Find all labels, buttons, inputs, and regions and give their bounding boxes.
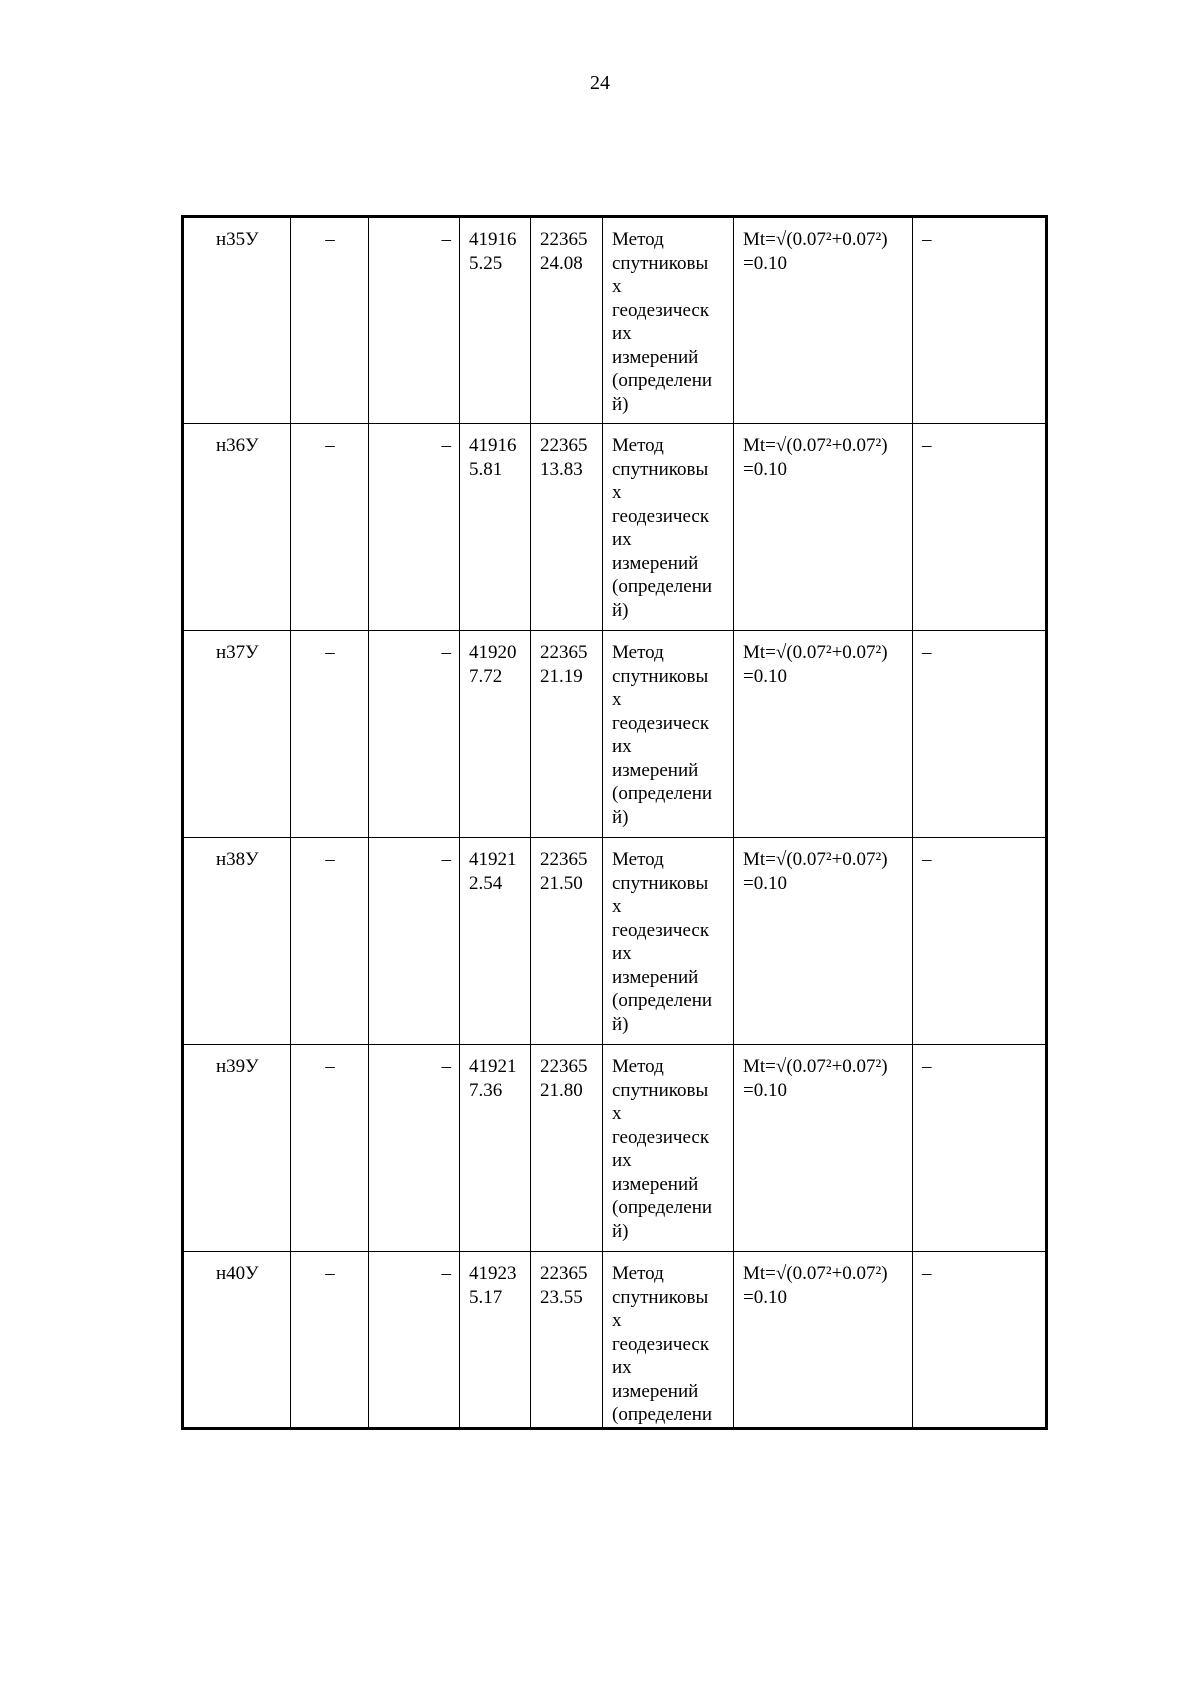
empty-dash-cell: – xyxy=(291,631,369,838)
method-line: й) xyxy=(612,393,629,415)
method-cell xyxy=(603,1045,734,1252)
method-line: спутниковы xyxy=(612,252,709,274)
formula-line: Mt=√(0.07²+0.07²) xyxy=(743,435,888,456)
method-line: их xyxy=(612,943,632,964)
method-line: х xyxy=(612,1103,622,1124)
accuracy-formula-cell xyxy=(734,1252,913,1429)
method-line: Метод xyxy=(612,642,664,663)
empty-dash-cell: – xyxy=(913,1045,1047,1252)
accuracy-formula-cell xyxy=(734,1045,913,1252)
empty-dash-cell: – xyxy=(291,1045,369,1252)
empty-dash-cell: – xyxy=(369,1045,460,1252)
method-line: Метод xyxy=(612,1056,664,1077)
method-line: Метод xyxy=(612,1263,664,1284)
accuracy-formula-cell xyxy=(734,631,913,838)
method-line: (определени xyxy=(612,1404,713,1425)
method-line: х xyxy=(612,482,622,503)
formula-line: =0.10 xyxy=(743,872,787,894)
point-name-cell: н36У xyxy=(183,424,291,631)
table-row xyxy=(183,838,1047,1045)
method-line: их xyxy=(612,1357,632,1378)
method-line: спутниковы xyxy=(612,458,709,480)
x-coordinate-part: 5.17 xyxy=(469,1286,503,1308)
y-coordinate-part: 21.50 xyxy=(540,872,583,894)
x-coordinate-cell xyxy=(460,217,531,424)
empty-dash-cell: – xyxy=(369,838,460,1045)
method-line: Метод xyxy=(612,849,664,870)
table-row xyxy=(183,631,1047,838)
method-cell xyxy=(603,631,734,838)
method-line: (определени xyxy=(612,990,713,1011)
table-row xyxy=(183,1045,1047,1252)
y-coordinate-cell xyxy=(531,1045,603,1252)
point-name-cell: н39У xyxy=(183,1045,291,1252)
accuracy-formula-cell xyxy=(734,424,913,631)
method-line: измерений xyxy=(612,346,699,368)
method-line: (определени xyxy=(612,576,713,597)
formula-line: =0.10 xyxy=(743,458,787,480)
method-line: их xyxy=(612,1150,632,1171)
method-cell xyxy=(603,838,734,1045)
formula-line: =0.10 xyxy=(743,1286,787,1308)
empty-dash-cell: – xyxy=(913,838,1047,1045)
method-line: геодезическ xyxy=(612,1126,710,1148)
x-coordinate-cell xyxy=(460,424,531,631)
formula-line: =0.10 xyxy=(743,665,787,687)
table-body xyxy=(183,217,1047,1429)
point-name-cell: н35У xyxy=(183,217,291,424)
method-line: х xyxy=(612,689,622,710)
method-line: геодезическ xyxy=(612,299,710,321)
y-coordinate-part: 22365 xyxy=(540,229,588,250)
x-coordinate-part: 41921 xyxy=(469,1056,517,1077)
method-line: х xyxy=(612,1310,622,1331)
method-line: их xyxy=(612,736,632,757)
empty-dash-cell: – xyxy=(913,631,1047,838)
y-coordinate-part: 22365 xyxy=(540,1263,588,1284)
empty-dash-cell: – xyxy=(291,217,369,424)
formula-line: Mt=√(0.07²+0.07²) xyxy=(743,1056,888,1077)
method-line: й) xyxy=(612,1220,629,1242)
y-coordinate-cell xyxy=(531,217,603,424)
method-line: х xyxy=(612,896,622,917)
y-coordinate-part: 22365 xyxy=(540,435,588,456)
y-coordinate-cell xyxy=(531,424,603,631)
method-line: (определени xyxy=(612,1197,713,1218)
formula-line: Mt=√(0.07²+0.07²) xyxy=(743,849,888,870)
y-coordinate-part: 22365 xyxy=(540,849,588,870)
method-line: геодезическ xyxy=(612,1333,710,1355)
empty-dash-cell: – xyxy=(291,1252,369,1429)
table-row xyxy=(183,1252,1047,1429)
formula-line: Mt=√(0.07²+0.07²) xyxy=(743,1263,888,1284)
empty-dash-cell: – xyxy=(369,217,460,424)
method-line: (определени xyxy=(612,370,713,391)
y-coordinate-part: 23.55 xyxy=(540,1286,583,1308)
y-coordinate-part: 21.80 xyxy=(540,1079,583,1101)
point-name-cell: н40У xyxy=(183,1252,291,1429)
x-coordinate-part: 41920 xyxy=(469,642,517,663)
x-coordinate-part: 41923 xyxy=(469,1263,517,1284)
method-cell xyxy=(603,1252,734,1429)
accuracy-formula-cell xyxy=(734,838,913,1045)
method-line: спутниковы xyxy=(612,665,709,687)
x-coordinate-part: 7.72 xyxy=(469,665,503,687)
x-coordinate-part: 41916 xyxy=(469,229,517,250)
method-line: их xyxy=(612,323,632,344)
point-name-cell: н37У xyxy=(183,631,291,838)
y-coordinate-part: 24.08 xyxy=(540,252,583,274)
x-coordinate-cell xyxy=(460,631,531,838)
x-coordinate-cell xyxy=(460,1045,531,1252)
empty-dash-cell: – xyxy=(369,631,460,838)
y-coordinate-cell xyxy=(531,838,603,1045)
x-coordinate-part: 7.36 xyxy=(469,1079,503,1101)
method-line: измерений xyxy=(612,1380,699,1402)
method-line: измерений xyxy=(612,1173,699,1195)
method-line: их xyxy=(612,529,632,550)
point-name-cell: н38У xyxy=(183,838,291,1045)
x-coordinate-part: 5.81 xyxy=(469,458,503,480)
empty-dash-cell: – xyxy=(369,424,460,631)
formula-line: Mt=√(0.07²+0.07²) xyxy=(743,642,888,663)
method-line: спутниковы xyxy=(612,872,709,894)
coordinates-table xyxy=(181,215,1048,1430)
accuracy-formula-cell xyxy=(734,217,913,424)
formula-line: Mt=√(0.07²+0.07²) xyxy=(743,229,888,250)
method-line: й) xyxy=(612,1013,629,1035)
empty-dash-cell: – xyxy=(913,424,1047,631)
x-coordinate-part: 2.54 xyxy=(469,872,503,894)
formula-line: =0.10 xyxy=(743,252,787,274)
y-coordinate-part: 13.83 xyxy=(540,458,583,480)
method-line: спутниковы xyxy=(612,1286,709,1308)
method-line: измерений xyxy=(612,552,699,574)
table-row xyxy=(183,217,1047,424)
empty-dash-cell: – xyxy=(291,424,369,631)
method-line: геодезическ xyxy=(612,712,710,734)
method-line: геодезическ xyxy=(612,505,710,527)
method-line: спутниковы xyxy=(612,1079,709,1101)
method-line: Метод xyxy=(612,229,664,250)
y-coordinate-part: 22365 xyxy=(540,1056,588,1077)
x-coordinate-part: 41921 xyxy=(469,849,517,870)
page-number: 24 xyxy=(590,72,610,94)
x-coordinate-cell xyxy=(460,1252,531,1429)
method-cell xyxy=(603,424,734,631)
method-cell xyxy=(603,217,734,424)
x-coordinate-part: 5.25 xyxy=(469,252,503,274)
formula-line: =0.10 xyxy=(743,1079,787,1101)
empty-dash-cell: – xyxy=(291,838,369,1045)
method-line: й) xyxy=(612,806,629,828)
method-line: (определени xyxy=(612,783,713,804)
method-line: измерений xyxy=(612,966,699,988)
method-line: Метод xyxy=(612,435,664,456)
x-coordinate-part: 41916 xyxy=(469,435,517,456)
method-line: й) xyxy=(612,599,629,621)
empty-dash-cell: – xyxy=(913,1252,1047,1429)
x-coordinate-cell xyxy=(460,838,531,1045)
table-row xyxy=(183,424,1047,631)
method-line: геодезическ xyxy=(612,919,710,941)
method-line: х xyxy=(612,276,622,297)
empty-dash-cell: – xyxy=(369,1252,460,1429)
empty-dash-cell: – xyxy=(913,217,1047,424)
method-line: измерений xyxy=(612,759,699,781)
y-coordinate-part: 22365 xyxy=(540,642,588,663)
y-coordinate-cell xyxy=(531,631,603,838)
y-coordinate-cell xyxy=(531,1252,603,1429)
y-coordinate-part: 21.19 xyxy=(540,665,583,687)
